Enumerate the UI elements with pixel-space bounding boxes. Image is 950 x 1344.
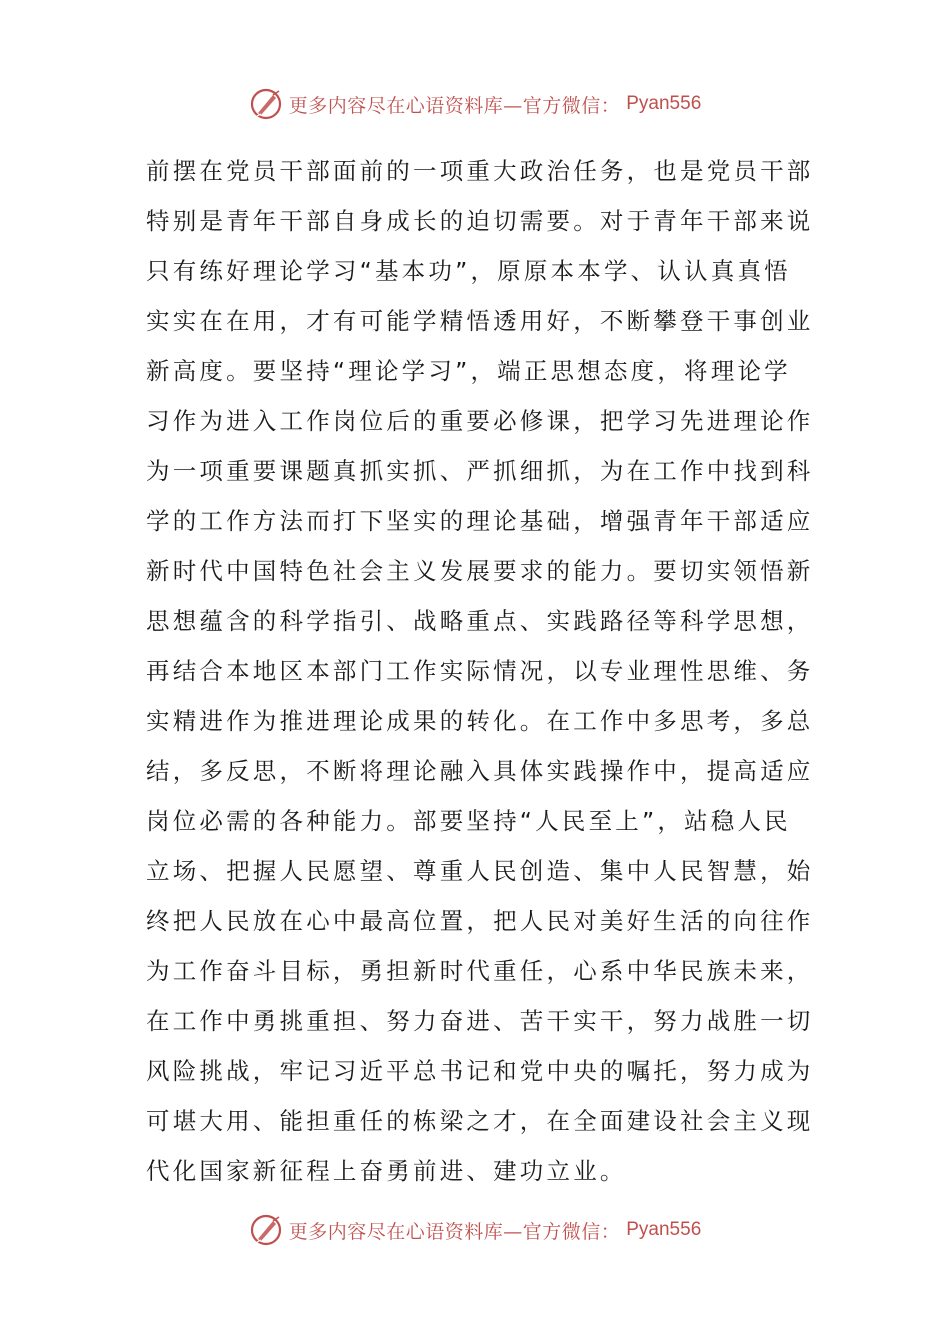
- text-line: 终把人民放在心中最高位置，把人民对美好生活的向往作: [146, 907, 814, 935]
- text-line: 为一项重要课题真抓实抓、严抓细抓，为在工作中找到科: [146, 457, 814, 485]
- text-line: 新高度。要坚持“理论学习”，端正思想态度，将理论学: [146, 357, 791, 385]
- footer-watermark-banner: [0, 1210, 950, 1250]
- text-line: 只有练好理论学习“基本功”，原原本本学、认认真真悟: [146, 257, 791, 285]
- text-line: 特别是青年干部自身成长的迫切需要。对于青年干部来说: [146, 207, 814, 235]
- text-line: 思想蕴含的科学指引、战略重点、实践路径等科学思想，: [146, 607, 814, 635]
- text-line: 可堪大用、能担重任的栋梁之才，在全面建设社会主义现: [146, 1107, 814, 1135]
- text-line: 实精进作为推进理论成果的转化。在工作中多思考，多总: [146, 707, 814, 735]
- header-banner-text: 更多内容尽在心语资料库—官方微信：: [288, 94, 621, 117]
- text-line: 前摆在党员干部面前的一项重大政治任务，也是党员干部: [146, 157, 814, 185]
- text-line: 在工作中勇挑重担、努力奋进、苦干实干，努力战胜一切: [146, 1007, 814, 1035]
- text-line: 新时代中国特色社会主义发展要求的能力。要切实领悟新: [146, 557, 814, 585]
- header-watermark-banner: [0, 84, 950, 124]
- text-line: 立场、把握人民愿望、尊重人民创造、集中人民智慧，始: [146, 857, 814, 885]
- body-paragraph: [146, 146, 814, 1196]
- quill-pen-logo-icon: [249, 1213, 283, 1247]
- header-wechat-id: Pyan556: [626, 93, 702, 114]
- text-line: 风险挑战，牢记习近平总书记和党中央的嘱托，努力成为: [146, 1057, 814, 1085]
- quill-pen-logo-icon: [249, 87, 283, 121]
- footer-wechat-id: Pyan556: [626, 1219, 702, 1240]
- text-line: 学的工作方法而打下坚实的理论基础，增强青年干部适应: [146, 507, 814, 535]
- text-line: 结，多反思，不断将理论融入具体实践操作中，提高适应: [146, 757, 814, 785]
- text-line: 代化国家新征程上奋勇前进、建功立业。: [146, 1157, 627, 1185]
- footer-banner-text: 更多内容尽在心语资料库—官方微信：: [288, 1220, 621, 1243]
- text-line: 实实在在用，才有可能学精悟透用好，不断攀登干事创业: [146, 307, 814, 335]
- text-line: 岗位必需的各种能力。部要坚持“人民至上”，站稳人民: [146, 807, 791, 835]
- text-line: 习作为进入工作岗位后的重要必修课，把学习先进理论作: [146, 407, 814, 435]
- text-line: 为工作奋斗目标，勇担新时代重任，心系中华民族未来，: [146, 957, 814, 985]
- text-line: 再结合本地区本部门工作实际情况，以专业理性思维、务: [146, 657, 814, 685]
